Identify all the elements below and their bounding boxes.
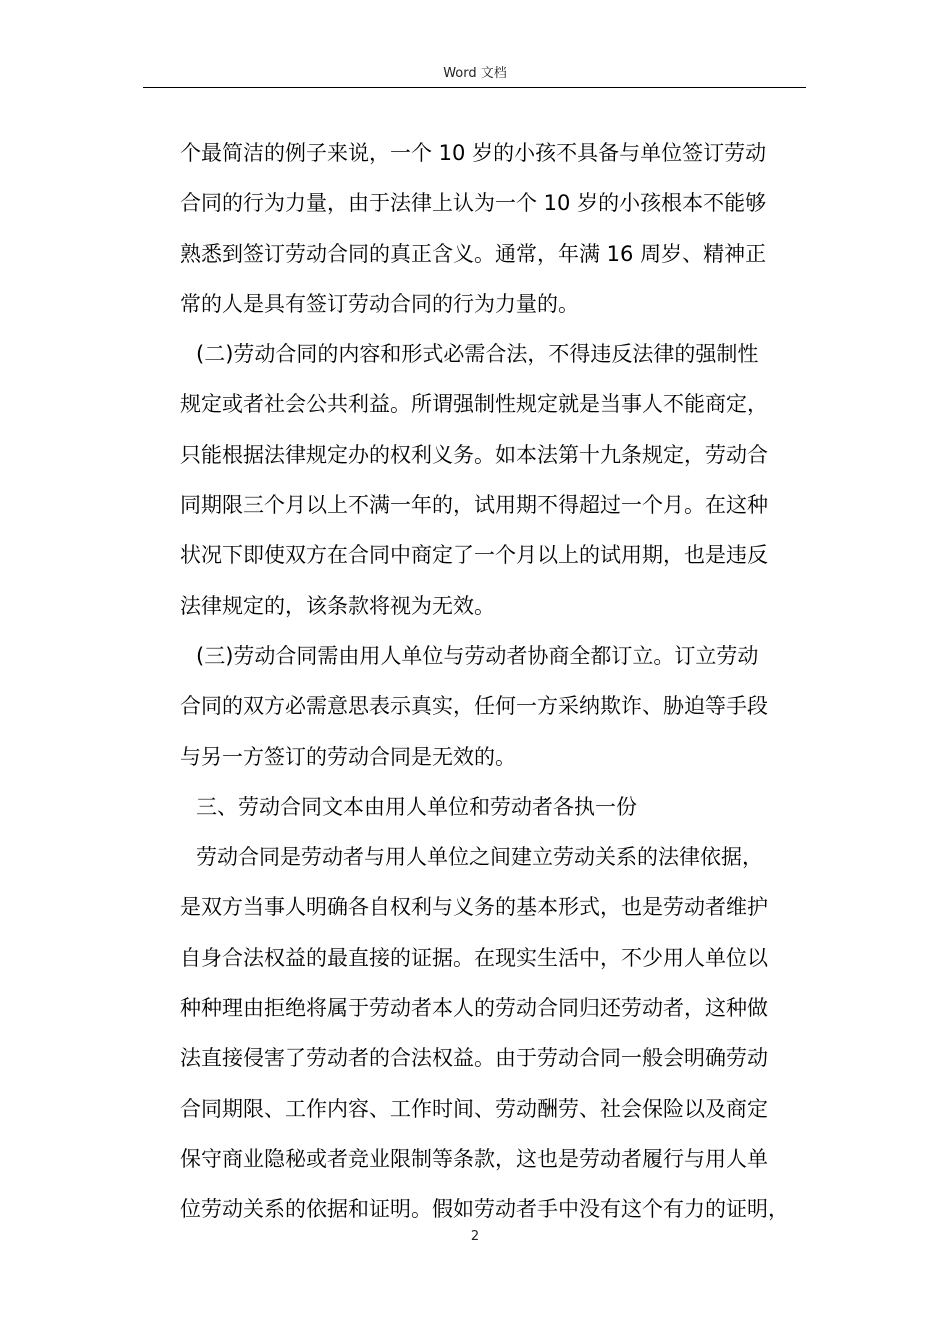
section-heading: 三、劳动合同文本由用人单位和劳动者各执一份 xyxy=(196,794,637,819)
text-line: 合同期限、工作内容、工作时间、劳动酬劳、社会保险以及商定 xyxy=(180,1096,768,1121)
document-body xyxy=(180,128,812,1235)
text-line: 与另一方签订的劳动合同是无效的。 xyxy=(180,744,516,769)
header-divider xyxy=(143,87,806,88)
text-line: 个最简洁的例子来说，一个 10 岁的小孩不具备与单位签订劳动 xyxy=(180,141,767,165)
page-header-title: Word 文档 xyxy=(443,66,507,81)
text-line: 劳动合同是劳动者与用人单位之间建立劳动关系的法律依据， xyxy=(196,845,763,870)
text-line: 状况下即使双方在合同中商定了一个月以上的试用期，也是违反 xyxy=(180,543,768,568)
text-line: 合同的行为力量，由于法律上认为一个 10 岁的小孩根本不能够 xyxy=(180,191,767,216)
text-line: 熟悉到签订劳动合同的真正含义。通常，年满 16 周岁、精神正 xyxy=(180,241,767,266)
text-line: 种种理由拒绝将属于劳动者本人的劳动合同归还劳动者，这种做 xyxy=(180,996,768,1021)
text-line: 保守商业隐秘或者竞业限制等条款，这也是劳动者履行与用人单 xyxy=(180,1146,768,1171)
text-line: 合同的双方必需意思表示真实，任何一方采纳欺诈、胁迫等手段 xyxy=(180,694,768,719)
text-line: 法直接侵害了劳动者的合法权益。由于劳动合同一般会明确劳动 xyxy=(180,1046,768,1071)
text-line: 规定或者社会公共利益。所谓强制性规定就是当事人不能商定， xyxy=(180,392,768,417)
text-line: 常的人是具有签订劳动合同的行为力量的。 xyxy=(180,291,579,316)
text-line: 同期限三个月以上不满一年的，试用期不得超过一个月。在这种 xyxy=(180,493,768,518)
text-line: 位劳动关系的依据和证明。假如劳动者手中没有这个有力的证明， xyxy=(180,1197,789,1222)
text-line: 是双方当事人明确各自权利与义务的基本形式，也是劳动者维护 xyxy=(180,895,768,920)
text-line: 自身合法权益的最直接的证据。在现实生活中，不少用人单位以 xyxy=(180,945,768,970)
text-line: 只能根据法律规定办的权利义务。如本法第十九条规定，劳动合 xyxy=(180,442,768,467)
page-number: 2 xyxy=(470,1229,480,1244)
text-line: 法律规定的，该条款将视为无效。 xyxy=(180,593,495,618)
text-line: (三)劳动合同需由用人单位与劳动者协商全都订立。订立劳动 xyxy=(196,643,759,668)
text-line: (二)劳动合同的内容和形式必需合法，不得违反法律的强制性 xyxy=(196,342,759,367)
